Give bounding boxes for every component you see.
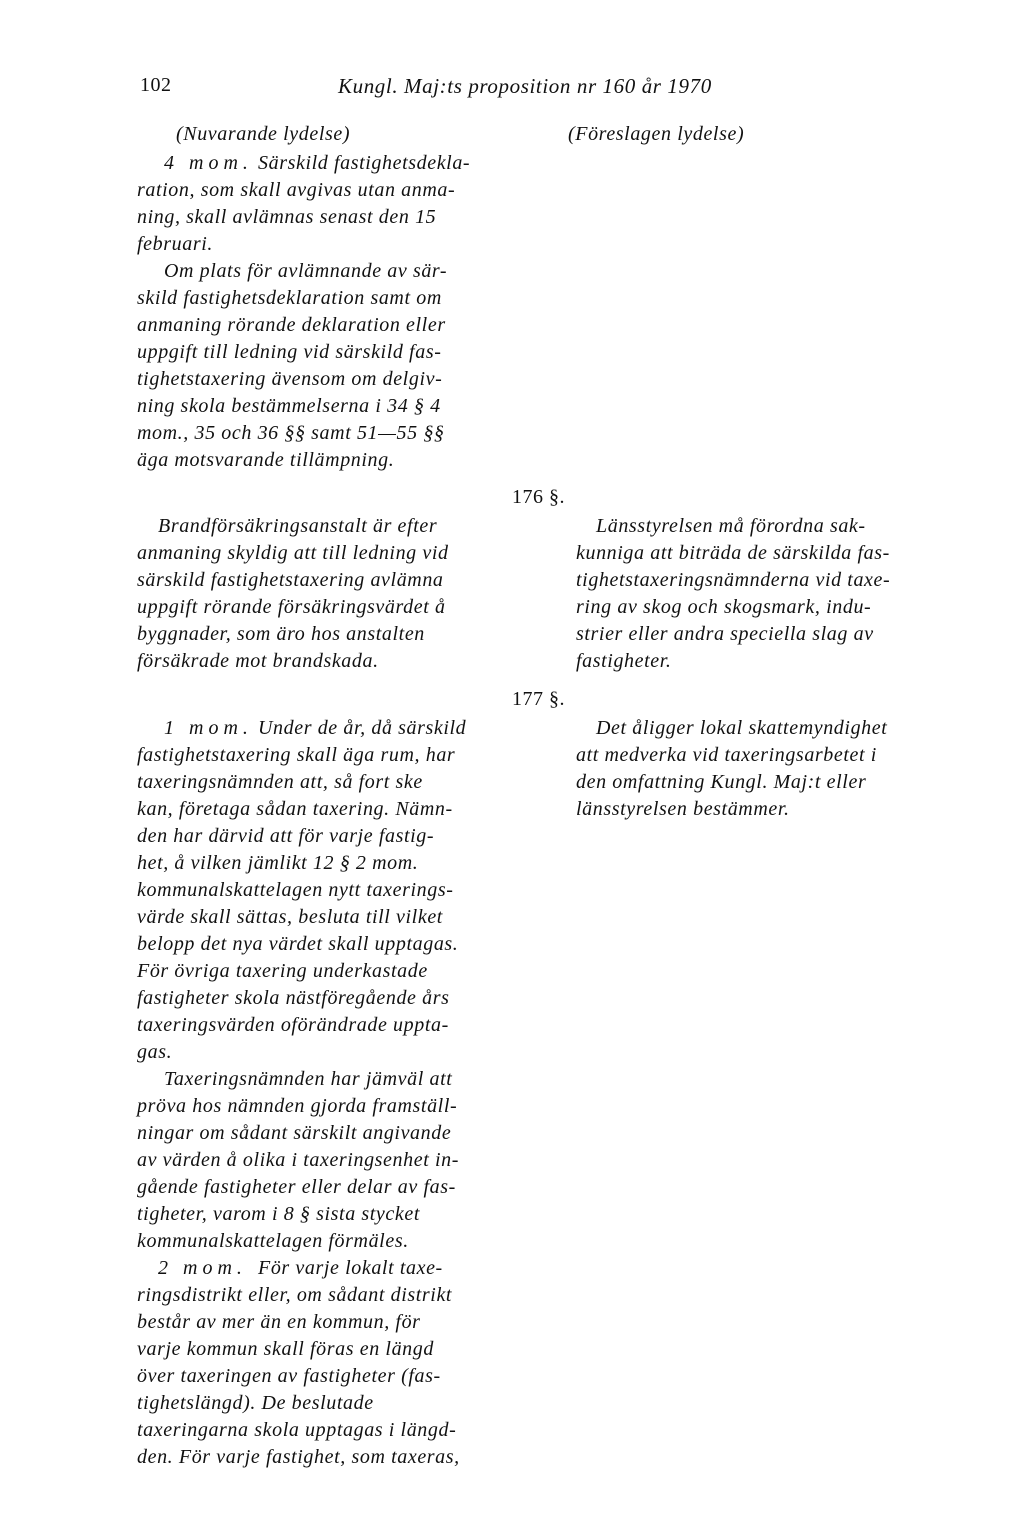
block1-line: ning, skall avlämnas senast den 15 xyxy=(137,206,437,228)
page-header-title: Kungl. Maj:ts proposition nr 160 år 1970 xyxy=(338,74,712,98)
block1-line: tighetstaxering ävensom om delgiv- xyxy=(137,368,443,390)
section177-left-line: gående fastigheter eller delar av fas- xyxy=(137,1176,456,1198)
section177-mom2-line: den. För varje fastighet, som taxeras, xyxy=(137,1446,460,1468)
section177-left-line: taxeringsvärden oförändrade uppta- xyxy=(137,1014,449,1036)
section177-left-line: värde skall sättas, besluta till vilket xyxy=(137,906,443,928)
section176-right-line: ring av skog och skogsmark, indu- xyxy=(576,596,872,618)
section177-left-line: ningar om sådant särskilt angivande xyxy=(137,1122,452,1144)
block1-line: Om plats för avlämnande av sär- xyxy=(164,260,448,282)
block1-line: mom., 35 och 36 §§ samt 51—55 §§ xyxy=(137,422,445,444)
section176-left-line: byggnader, som äro hos anstalten xyxy=(137,623,425,645)
section176-right-line: strier eller andra speciella slag av xyxy=(576,623,874,645)
section177-right-line: Det åligger lokal skattemyndighet xyxy=(596,717,888,739)
section176-right-line: tighetstaxeringsnämnderna vid taxe- xyxy=(576,569,891,591)
section177-left-line: belopp det nya värdet skall upptagas. xyxy=(137,933,459,955)
block1-line: uppgift till ledning vid särskild fas- xyxy=(137,341,442,363)
section177-left-line: Under de år, då särskild xyxy=(258,717,467,739)
section177-mom2-line: taxeringarna skola upptagas i längd- xyxy=(137,1419,457,1441)
section177-mom2-line: består av mer än en kommun, för xyxy=(137,1311,421,1333)
section177-left-line: gas. xyxy=(137,1041,173,1063)
block1-line: ning skola bestämmelserna i 34 § 4 xyxy=(137,395,441,417)
section177-left-line: fastigheter skola nästföregående års xyxy=(137,987,450,1009)
section177-mom2-line: varje kommun skall föras en längd xyxy=(137,1338,434,1360)
page-number: 102 xyxy=(140,74,172,96)
left-column-heading: (Nuvarande lydelse) xyxy=(176,123,351,145)
section176-left-line: försäkrade mot brandskada. xyxy=(137,650,379,672)
block1-line: Särskild fastighetsdekla- xyxy=(258,152,471,174)
section176-left-line: Brandförsäkringsanstalt är efter xyxy=(158,515,438,537)
section176-left-line: anmaning skyldig att till ledning vid xyxy=(137,542,449,564)
section177-mom2-line: ringsdistrikt eller, om sådant distrikt xyxy=(137,1284,453,1306)
section177-mom2-marker: 2 mom. xyxy=(158,1257,247,1279)
section176-right-line: Länsstyrelsen må förordna sak- xyxy=(596,515,866,537)
section176-right-line: kunniga att biträda de särskilda fas- xyxy=(576,542,890,564)
section176-left-line: särskild fastighetstaxering avlämna xyxy=(137,569,444,591)
section177-left-line: av värden å olika i taxeringsenhet in- xyxy=(137,1149,459,1171)
section177-left-line: den har därvid att för varje fastig- xyxy=(137,825,435,847)
section176-left-line: uppgift rörande försäkringsvärdet å xyxy=(137,596,446,618)
section177-left-line: kan, företaga sådan taxering. Nämn- xyxy=(137,798,453,820)
section177-right-line: den omfattning Kungl. Maj:t eller xyxy=(576,771,867,793)
section177-left-line: het, å vilken jämlikt 12 § 2 mom. xyxy=(137,852,419,874)
section177-left-line: kommunalskattelagen förmäles. xyxy=(137,1230,409,1252)
block1-line: ration, som skall avgivas utan anma- xyxy=(137,179,456,201)
section177-left-line: kommunalskattelagen nytt taxerings- xyxy=(137,879,454,901)
section177-left-line: Taxeringsnämnden har jämväl att xyxy=(164,1068,453,1090)
section177-mom2-line: För varje lokalt taxe- xyxy=(258,1257,443,1279)
section177-right-line: länsstyrelsen bestämmer. xyxy=(576,798,790,820)
block1-line: äga motsvarande tillämpning. xyxy=(137,449,395,471)
block1-mom-marker: 4 mom. xyxy=(164,152,253,174)
section177-left-line: tigheter, varom i 8 § sista stycket xyxy=(137,1203,420,1225)
right-column-heading: (Föreslagen lydelse) xyxy=(568,123,745,145)
block1-line: februari. xyxy=(137,233,213,255)
section-177-label: 177 §. xyxy=(512,688,565,710)
section177-left-line: pröva hos nämnden gjorda framställ- xyxy=(137,1095,458,1117)
section177-left-line: För övriga taxering underkastade xyxy=(137,960,428,982)
section177-mom2-line: över taxeringen av fastigheter (fas- xyxy=(137,1365,441,1387)
section176-right-line: fastigheter. xyxy=(576,650,672,672)
section177-left-line: taxeringsnämnden att, så fort ske xyxy=(137,771,423,793)
block1-line: skild fastighetsdeklaration samt om xyxy=(137,287,442,309)
section-176-label: 176 §. xyxy=(512,486,565,508)
section177-right-line: att medverka vid taxeringsarbetet i xyxy=(576,744,877,766)
block1-line: anmaning rörande deklaration eller xyxy=(137,314,446,336)
section177-mom2-line: tighetslängd). De beslutade xyxy=(137,1392,374,1414)
section177-mom1-marker: 1 mom. xyxy=(164,717,253,739)
section177-left-line: fastighetstaxering skall äga rum, har xyxy=(137,744,456,766)
